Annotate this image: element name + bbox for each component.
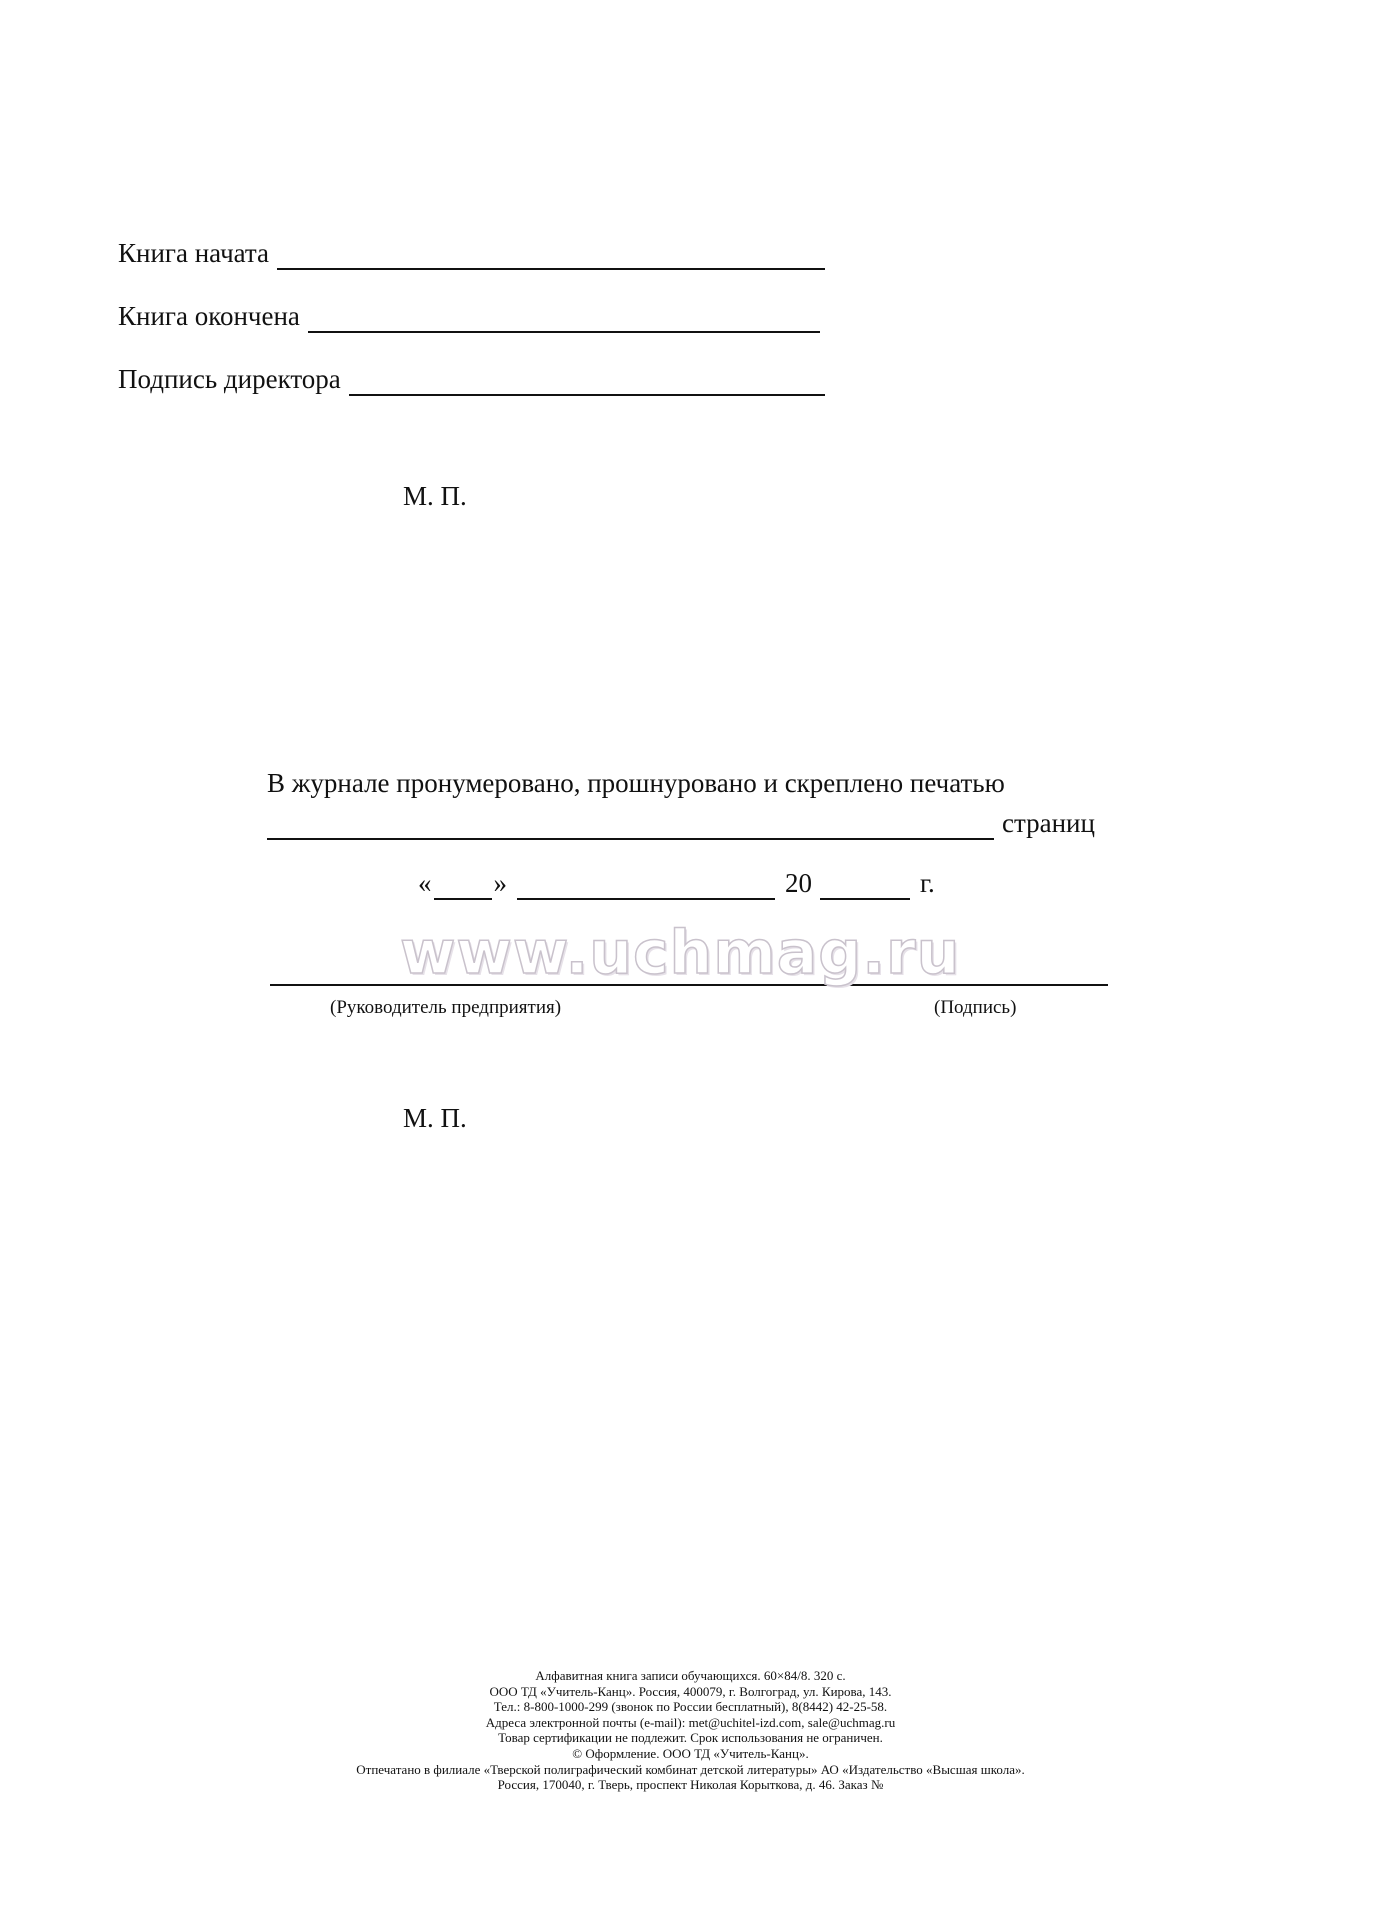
pages-label: страниц	[1002, 808, 1095, 838]
date-field	[418, 866, 935, 900]
imprint-block	[0, 1668, 1381, 1793]
month-blank	[517, 874, 775, 900]
date-close-quote: »	[493, 868, 507, 898]
stamp-place-top: М. П.	[403, 481, 467, 511]
book-started-field	[118, 236, 825, 270]
imprint-line: Тел.: 8-800-1000-299 (звонок по России бесплатный), 8(8442) 42-25-58.	[493, 1699, 888, 1715]
imprint-line: Отпечатано в филиале «Тверской полиграфический комбинат детской литературы» АО «Издательство «Высшая школа».	[356, 1761, 1025, 1777]
year-suffix: г.	[920, 868, 935, 898]
day-blank	[434, 874, 492, 900]
director-signature-label: Подпись директора	[118, 364, 341, 394]
imprint-line: ООО ТД «Учитель-Канц». Россия, 400079, г. Волгоград, ул. Кирова, 143.	[489, 1683, 892, 1699]
book-finished-blank	[308, 307, 820, 333]
certification-statement: В журнале пронумеровано, прошнуровано и скреплено печатью	[267, 768, 1005, 798]
imprint-line: Товар сертификации не подлежит. Срок использования не ограничен.	[498, 1730, 883, 1746]
imprint-line: Россия, 170040, г. Тверь, проспект Николая Корыткова, д. 46. Заказ №	[497, 1777, 884, 1793]
director-signature-blank	[349, 370, 825, 396]
head-caption: (Руководитель предприятия)	[330, 997, 562, 1018]
pages-count-field	[267, 806, 1095, 840]
year-prefix: 20	[785, 868, 812, 898]
book-finished-field	[118, 299, 820, 333]
book-started-label: Книга начата	[118, 238, 270, 268]
book-finished-label: Книга окончена	[118, 301, 300, 331]
book-started-blank	[277, 244, 825, 270]
watermark: www.uchmag.ru	[400, 918, 961, 988]
stamp-place-bottom: М. П.	[403, 1103, 467, 1133]
director-signature-field	[118, 362, 825, 396]
date-open-quote: «	[418, 868, 432, 898]
signature-caption: (Подпись)	[934, 997, 1017, 1018]
imprint-line: Адреса электронной почты (e-mail): met@uchitel-izd.com, sale@uchmag.ru	[485, 1714, 896, 1730]
imprint-line: © Оформление. ООО ТД «Учитель-Канц».	[572, 1745, 809, 1761]
imprint-line: Алфавитная книга записи обучающихся. 60×84/8. 320 с.	[535, 1668, 846, 1683]
pages-count-blank	[267, 814, 994, 840]
year-blank	[820, 874, 910, 900]
